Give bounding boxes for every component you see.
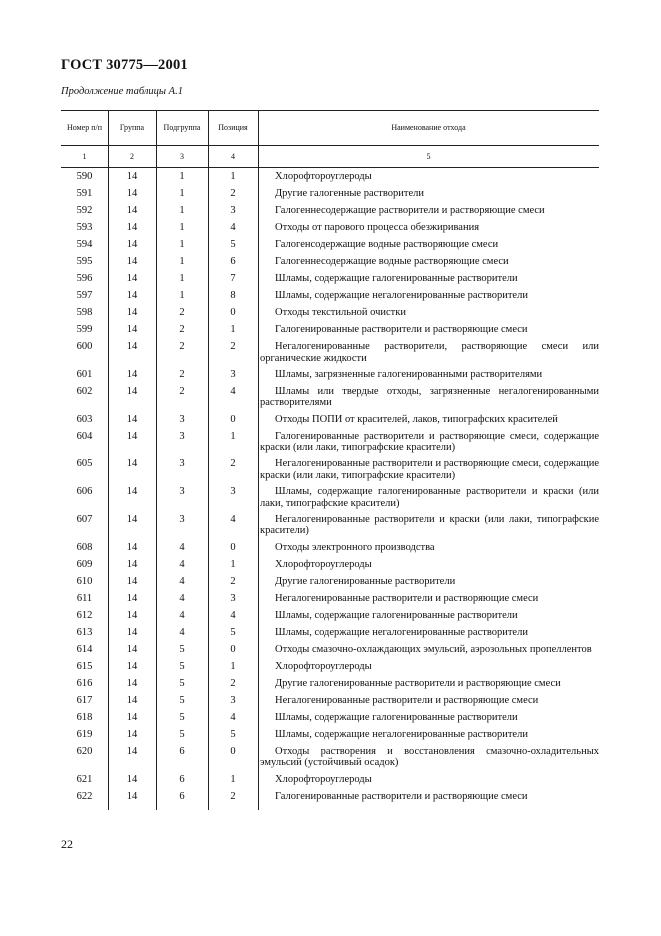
waste-table — [61, 110, 599, 810]
cell-waste-name: Шламы, содержащие негалогенированные растворители — [275, 626, 528, 638]
cell-position: 2 — [230, 677, 236, 689]
cell-position: 3 — [230, 694, 236, 706]
table-row — [61, 576, 599, 588]
table-row — [61, 171, 599, 183]
column-number: 1 — [82, 151, 87, 161]
cell-number: 606 — [76, 486, 93, 498]
table-row — [61, 369, 599, 381]
cell-position: 1 — [230, 558, 236, 570]
cell-number: 617 — [76, 694, 93, 706]
cell-group: 14 — [126, 592, 138, 604]
cell-waste-name: Негалогенированные растворители и растворяющие смеси — [275, 694, 539, 706]
column-header-group: Группа — [119, 123, 145, 132]
cell-group: 14 — [126, 745, 138, 757]
cell-number: 609 — [76, 558, 93, 570]
cell-waste-name: Отходы смазочно-охлаждающих эмульсий, аэрозольных пропеллентов — [275, 643, 592, 655]
cell-position: 1 — [230, 773, 236, 785]
cell-number: 612 — [76, 609, 93, 621]
table-row — [61, 644, 599, 656]
table-row — [61, 746, 599, 769]
cell-subgroup: 3 — [179, 486, 185, 498]
cell-number: 621 — [76, 773, 93, 785]
cell-group: 14 — [126, 486, 138, 498]
cell-number: 607 — [76, 513, 93, 525]
table-row — [61, 774, 599, 786]
cell-waste-name: Шламы, загрязненные галогенированными растворителями — [275, 368, 543, 380]
cell-number: 622 — [76, 790, 93, 802]
cell-number: 593 — [76, 222, 93, 233]
cell-group: 14 — [126, 458, 138, 470]
cell-waste-name: Хлорофтороуглероды — [275, 171, 372, 182]
cell-waste-name: Отходы растворения и восстановления смазочно-охладительных эмульсий (устойчивый осадок) — [260, 745, 599, 769]
cell-subgroup: 1 — [179, 273, 185, 284]
cell-waste-name: Шламы, содержащие галогенированные растворители и краски (или лаки, типографские красители) — [260, 486, 599, 509]
cell-group: 14 — [126, 273, 138, 284]
cell-group: 14 — [126, 290, 138, 301]
cell-number: 619 — [76, 728, 93, 740]
cell-waste-name: Хлорофтороуглероды — [275, 558, 372, 570]
cell-number: 611 — [76, 592, 93, 604]
cell-group: 14 — [126, 728, 138, 740]
cell-waste-name: Другие галогенные растворители — [275, 188, 424, 199]
table-row — [61, 695, 599, 707]
cell-waste-name: Отходы электронного производства — [275, 541, 435, 553]
cell-number: 615 — [76, 660, 93, 672]
table-row — [61, 273, 599, 285]
cell-position: 3 — [230, 486, 236, 498]
table-row — [61, 290, 599, 302]
cell-group: 14 — [126, 385, 138, 397]
table-row — [61, 324, 599, 336]
cell-number: 616 — [76, 677, 93, 689]
table-row — [61, 678, 599, 690]
cell-waste-name: Шламы или твердые отходы, загрязненные негалогенированными растворителями — [260, 385, 599, 409]
cell-number: 620 — [76, 745, 93, 757]
cell-number: 602 — [76, 385, 93, 397]
cell-subgroup: 5 — [179, 643, 185, 655]
column-number: 2 — [130, 151, 134, 161]
cell-waste-name: Галогеннесодержащие растворители и растворяющие смеси — [275, 205, 545, 216]
cell-group: 14 — [126, 307, 138, 318]
cell-waste-name: Негалогенированные растворители и растворяющие смеси — [275, 592, 539, 604]
cell-waste-name: Отходы ПОПИ от красителей, лаков, типографских красителей — [275, 413, 558, 425]
cell-subgroup: 1 — [179, 222, 185, 233]
cell-position: 5 — [230, 626, 236, 638]
cell-subgroup: 2 — [179, 368, 185, 380]
cell-position: 1 — [230, 660, 236, 672]
cell-number: 614 — [76, 643, 93, 655]
cell-waste-name: Шламы, содержащие негалогенированные растворители — [275, 290, 528, 301]
cell-group: 14 — [126, 694, 138, 706]
cell-subgroup: 2 — [179, 341, 185, 352]
cell-waste-name: Другие галогенированные растворители и растворяющие смеси — [275, 677, 561, 689]
cell-group: 14 — [126, 205, 138, 216]
cell-subgroup: 5 — [179, 694, 185, 706]
cell-number: 605 — [76, 458, 93, 470]
cell-subgroup: 2 — [179, 307, 185, 318]
table-row — [61, 307, 599, 319]
cell-position: 1 — [230, 171, 236, 182]
cell-subgroup: 1 — [179, 239, 185, 250]
cell-position: 7 — [230, 273, 236, 284]
cell-number: 596 — [76, 273, 93, 284]
cell-subgroup: 3 — [179, 430, 185, 442]
cell-group: 14 — [126, 541, 138, 553]
table-body — [61, 168, 599, 810]
table-row — [61, 791, 599, 803]
cell-subgroup: 1 — [179, 256, 185, 267]
cell-group: 14 — [126, 324, 138, 335]
cell-number: 600 — [76, 341, 93, 352]
cell-waste-name: Негалогенированные растворители и краски (или лаки, типографские красители) — [260, 513, 599, 537]
cell-subgroup: 3 — [179, 458, 185, 470]
table-row — [61, 341, 599, 364]
cell-group: 14 — [126, 513, 138, 525]
cell-number: 613 — [76, 626, 93, 638]
cell-waste-name: Хлорофтороуглероды — [275, 773, 372, 785]
column-header-position: Позиция — [218, 123, 248, 132]
table-row — [61, 414, 599, 426]
column-header-waste-name: Наименование отхода — [391, 123, 466, 132]
cell-position: 2 — [230, 188, 236, 199]
column-number: 4 — [231, 151, 235, 161]
cell-waste-name: Негалогенированные растворители, растворяющие смеси или органические жидкости — [260, 341, 599, 364]
cell-number: 599 — [76, 324, 93, 335]
cell-number: 591 — [76, 188, 93, 199]
cell-subgroup: 4 — [179, 541, 185, 553]
cell-number: 598 — [76, 307, 93, 318]
cell-group: 14 — [126, 643, 138, 655]
table-row — [61, 514, 599, 537]
cell-number: 592 — [76, 205, 93, 216]
cell-subgroup: 1 — [179, 188, 185, 199]
cell-position: 3 — [230, 592, 236, 604]
cell-number: 594 — [76, 239, 93, 250]
cell-subgroup: 6 — [179, 745, 185, 757]
cell-subgroup: 6 — [179, 790, 185, 802]
table-header — [61, 110, 599, 168]
cell-group: 14 — [126, 711, 138, 723]
cell-waste-name: Галогенированные растворители и растворяющие смеси — [275, 324, 528, 335]
cell-number: 618 — [76, 711, 93, 723]
cell-waste-name: Шламы, содержащие галогенированные растворители — [275, 609, 518, 621]
cell-subgroup: 4 — [179, 592, 185, 604]
cell-number: 597 — [76, 290, 93, 301]
cell-position: 0 — [230, 307, 236, 318]
cell-waste-name: Отходы текстильной очистки — [275, 307, 406, 318]
cell-position: 2 — [230, 458, 236, 470]
cell-subgroup: 3 — [179, 413, 185, 425]
cell-waste-name: Другие галогенированные растворители — [275, 575, 456, 587]
cell-position: 5 — [230, 728, 236, 740]
cell-waste-name: Негалогенированные растворители и растворяющие смеси, содержащие краски (или лаки, типографские красители) — [260, 458, 599, 481]
cell-position: 2 — [230, 341, 236, 352]
cell-group: 14 — [126, 790, 138, 802]
cell-position: 4 — [230, 222, 236, 233]
cell-position: 3 — [230, 205, 236, 216]
table-row — [61, 458, 599, 481]
cell-group: 14 — [126, 609, 138, 621]
cell-waste-name: Шламы, содержащие галогенированные растворители — [275, 273, 518, 284]
cell-number: 610 — [76, 575, 93, 587]
table-row — [61, 386, 599, 409]
cell-number: 608 — [76, 541, 93, 553]
cell-group: 14 — [126, 575, 138, 587]
cell-position: 8 — [230, 290, 236, 301]
column-number: 5 — [426, 151, 431, 161]
cell-subgroup: 4 — [179, 575, 185, 587]
cell-group: 14 — [126, 256, 138, 267]
column-number: 3 — [180, 151, 184, 161]
cell-position: 1 — [230, 430, 236, 442]
cell-position: 4 — [230, 711, 236, 723]
cell-waste-name: Отходы от парового процесса обезжиривания — [275, 222, 480, 233]
cell-group: 14 — [126, 222, 138, 233]
table-row — [61, 205, 599, 217]
cell-subgroup: 1 — [179, 171, 185, 182]
cell-group: 14 — [126, 558, 138, 570]
cell-group: 14 — [126, 239, 138, 250]
cell-subgroup: 5 — [179, 660, 185, 672]
cell-group: 14 — [126, 660, 138, 672]
table-row — [61, 559, 599, 571]
cell-position: 4 — [230, 385, 236, 397]
cell-position: 0 — [230, 413, 236, 425]
cell-subgroup: 1 — [179, 290, 185, 301]
cell-position: 0 — [230, 643, 236, 655]
cell-subgroup: 5 — [179, 711, 185, 723]
cell-group: 14 — [126, 171, 138, 182]
table-continuation-caption: Продолжение таблицы А.1 — [61, 86, 183, 97]
table-row — [61, 712, 599, 724]
cell-number: 603 — [76, 413, 93, 425]
cell-group: 14 — [126, 413, 138, 425]
page-number: 22 — [61, 837, 73, 851]
cell-subgroup: 4 — [179, 558, 185, 570]
cell-subgroup: 5 — [179, 677, 185, 689]
table-row — [61, 431, 599, 454]
table-row — [61, 593, 599, 605]
cell-group: 14 — [126, 341, 138, 352]
cell-number: 601 — [76, 368, 93, 380]
cell-position: 0 — [230, 541, 236, 553]
table-row — [61, 256, 599, 268]
cell-number: 590 — [76, 171, 93, 182]
cell-position: 4 — [230, 609, 236, 621]
cell-group: 14 — [126, 188, 138, 199]
cell-position: 2 — [230, 575, 236, 587]
cell-subgroup: 1 — [179, 205, 185, 216]
document-title: ГОСТ 30775—2001 — [61, 57, 188, 73]
cell-group: 14 — [126, 677, 138, 689]
cell-waste-name: Галогеннесодержащие водные растворяющие смеси — [275, 256, 509, 267]
cell-number: 595 — [76, 256, 93, 267]
table-row — [61, 661, 599, 673]
cell-group: 14 — [126, 368, 138, 380]
table-row — [61, 610, 599, 622]
cell-group: 14 — [126, 773, 138, 785]
cell-number: 604 — [76, 430, 93, 442]
column-header-subgroup: Подгруппа — [163, 123, 201, 132]
table-row — [61, 542, 599, 554]
cell-position: 4 — [230, 513, 236, 525]
cell-subgroup: 2 — [179, 385, 185, 397]
cell-position: 0 — [230, 745, 236, 757]
cell-group: 14 — [126, 626, 138, 638]
cell-subgroup: 4 — [179, 626, 185, 638]
table-row — [61, 729, 599, 741]
table-row — [61, 222, 599, 234]
cell-subgroup: 6 — [179, 773, 185, 785]
cell-waste-name: Хлорофтороуглероды — [275, 660, 372, 672]
cell-subgroup: 5 — [179, 728, 185, 740]
cell-position: 2 — [230, 790, 236, 802]
cell-position: 3 — [230, 368, 236, 380]
cell-position: 6 — [230, 256, 236, 267]
cell-group: 14 — [126, 430, 138, 442]
cell-waste-name: Шламы, содержащие негалогенированные растворители — [275, 728, 528, 740]
cell-waste-name: Галогенсодержащие водные растворяющие смеси — [275, 239, 499, 250]
cell-position: 5 — [230, 239, 236, 250]
table-row — [61, 486, 599, 509]
table-row — [61, 188, 599, 200]
table-row — [61, 239, 599, 251]
cell-subgroup: 4 — [179, 609, 185, 621]
cell-waste-name: Галогенированные растворители и растворяющие смеси — [275, 790, 528, 802]
cell-subgroup: 3 — [179, 513, 185, 525]
column-header-number: Номер п/п — [66, 123, 103, 132]
table-row — [61, 627, 599, 639]
cell-waste-name: Галогенированные растворители и растворяющие смеси, содержащие краски (или лаки, типографские красители) — [260, 430, 599, 454]
cell-subgroup: 2 — [179, 324, 185, 335]
cell-position: 1 — [230, 324, 236, 335]
cell-waste-name: Шламы, содержащие галогенированные растворители — [275, 711, 518, 723]
